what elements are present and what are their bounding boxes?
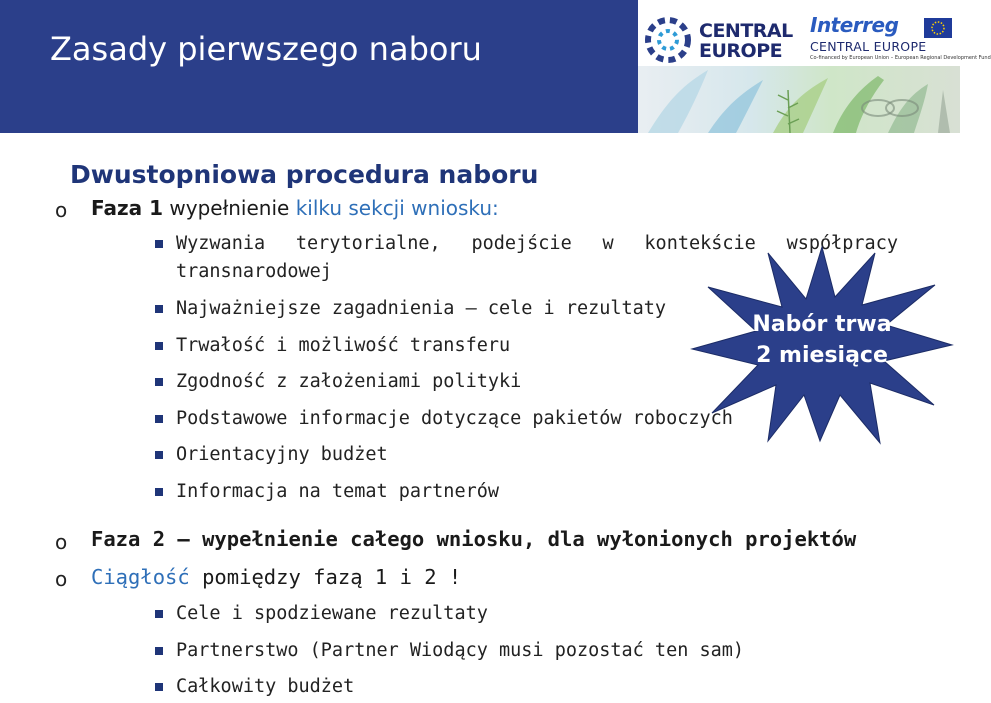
square-bullet	[155, 378, 163, 386]
phase1-label: Faza 1	[91, 196, 164, 220]
square-bullet	[155, 342, 163, 350]
central-europe-logo-line2: EUROPE	[699, 40, 783, 62]
central-europe-logo-line1: CENTRAL	[699, 20, 793, 42]
square-bullet	[155, 240, 163, 248]
square-bullet	[155, 451, 163, 459]
callout-line2: 2 miesiące	[756, 343, 888, 368]
square-bullet	[155, 488, 163, 496]
continuity-item-3: Całkowity budżet	[176, 676, 355, 697]
phase2-line: Faza 2 – wypełnienie całego wniosku, dla wyłonionych projektów	[91, 527, 857, 551]
interreg-logo-funding: Co-financed by European Union – European Regional Development Fund	[810, 55, 991, 61]
continuity-highlight: Ciągłość	[91, 565, 190, 589]
phase1-item-1-word: podejście	[471, 233, 572, 254]
logo-area	[638, 0, 991, 133]
phase1-item-1-word: terytorialne,	[295, 233, 441, 254]
interreg-logo-programme: CENTRAL EUROPE	[810, 39, 927, 54]
circle-bullet: o	[55, 530, 68, 554]
continuity-rest: pomiędzy fazą 1 i 2 !	[189, 565, 462, 589]
square-bullet	[155, 647, 163, 655]
phase1-highlight: kilku sekcji wniosku:	[295, 196, 499, 220]
phase1-item-5: Podstawowe informacje dotyczące pakietów roboczych	[176, 408, 733, 429]
interreg-logo-name: Interreg	[810, 13, 899, 37]
phase1-item-4: Zgodność z założeniami polityki	[176, 371, 522, 392]
square-bullet	[155, 610, 163, 618]
phase1-item-2-main: Najważniejsze zagadnienia	[176, 298, 455, 319]
circle-bullet: o	[55, 198, 68, 222]
phase1-item-2-rest: – cele i rezultaty	[454, 298, 667, 319]
phase1-item-3: Trwałość i możliwość transferu	[176, 335, 511, 356]
header-bar	[0, 0, 638, 133]
phase1-line	[91, 196, 499, 220]
phase1-item-2	[176, 298, 666, 319]
duration-callout	[690, 245, 954, 445]
section-subheading: Dwustopniowa procedura naboru	[70, 160, 539, 189]
circle-bullet: o	[55, 567, 68, 591]
slide-title: Zasady pierwszego naboru	[50, 30, 482, 68]
square-bullet	[155, 683, 163, 691]
continuity-item-2: Partnerstwo (Partner Wiodący musi pozostać ten sam)	[176, 640, 745, 661]
continuity-line	[91, 565, 461, 589]
continuity-item-1: Cele i spodziewane rezultaty	[176, 603, 488, 624]
phase1-item-1-continuation: transnarodowej	[176, 261, 332, 282]
phase1-text: wypełnienie	[163, 196, 296, 220]
phase1-item-6: Orientacyjny budżet	[176, 444, 388, 465]
square-bullet	[155, 305, 163, 313]
phase1-item-1-word: Wyzwania	[176, 233, 266, 254]
phase1-item-1-word: w	[602, 233, 614, 254]
square-bullet	[155, 415, 163, 423]
logo-background-art	[638, 0, 960, 133]
phase1-item-1-word: współpracy	[786, 233, 898, 254]
callout-line1: Nabór trwa	[752, 312, 892, 337]
phase1-item-7: Informacja na temat partnerów	[176, 481, 500, 502]
phase1-item-1-word: kontekście	[644, 233, 756, 254]
